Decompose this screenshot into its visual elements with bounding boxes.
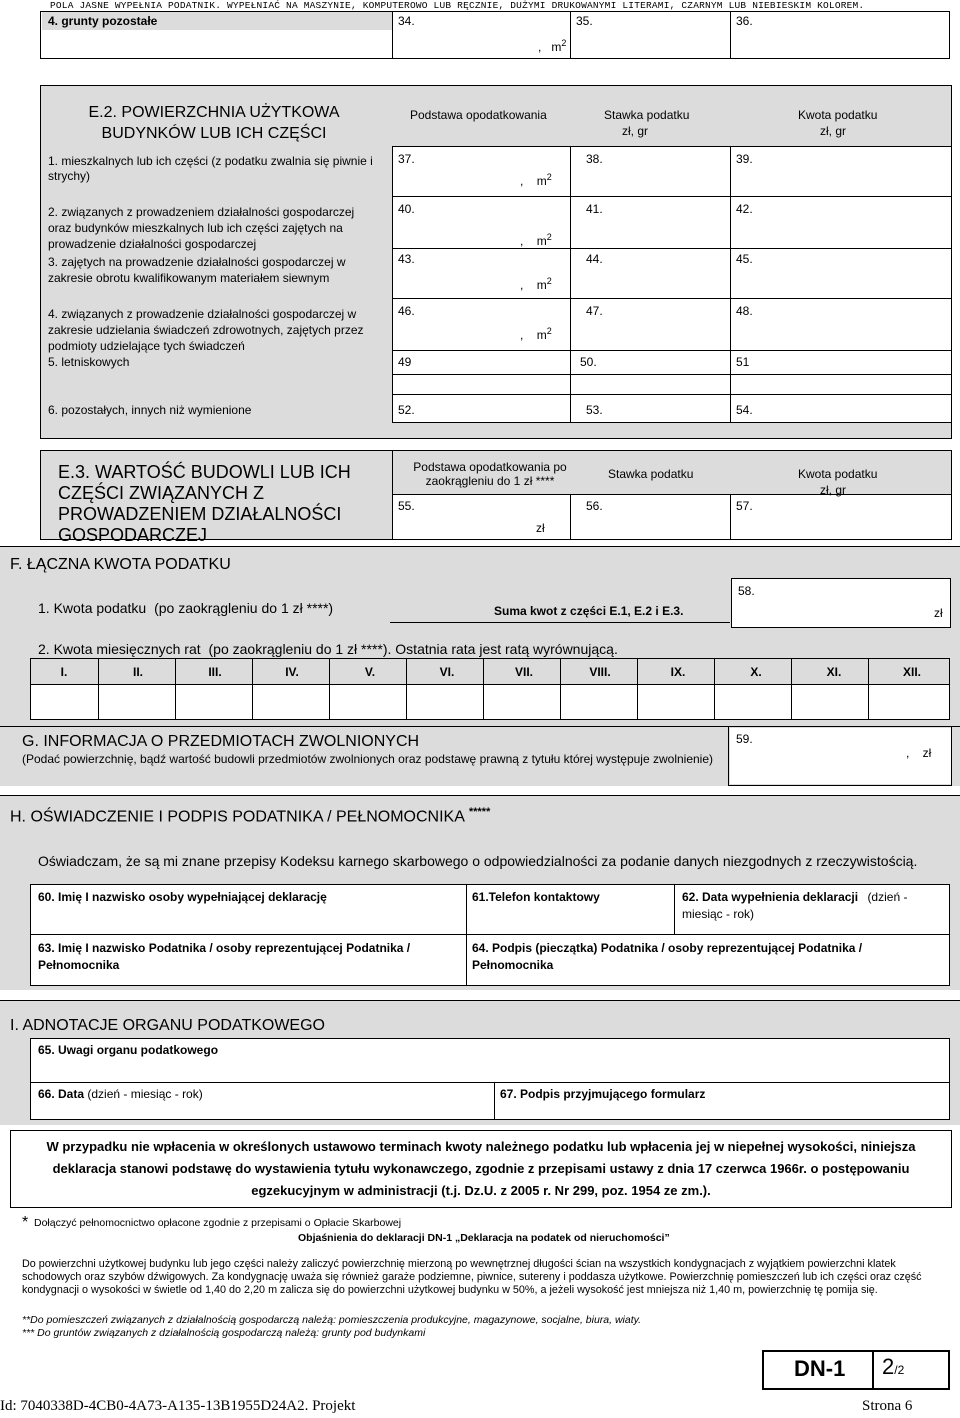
field-66-label <box>38 1086 203 1103</box>
month-label: IV. <box>285 665 299 679</box>
f-months-grid-line <box>406 658 407 720</box>
field-47-number: 47. <box>586 304 603 318</box>
field-66-text: 66. Data <box>38 1087 85 1101</box>
e3-title: E.3. WARTOŚĆ BUDOWLI LUB ICH CZĘŚCI ZWIĄZANYCH Z PROWADZENIEM DZIAŁALNOŚCI GOSPODARCZEJ <box>58 462 351 545</box>
f-item1-label: 1. Kwota podatku <box>38 600 147 616</box>
field-58-unit: zł <box>934 606 943 620</box>
month-label: XI. <box>826 665 842 679</box>
e2-col-rate-unit: zł, gr <box>622 124 649 138</box>
h-statement: Oświadczam, że są mi znane przepisy Kodeksu karnego skarbowego o odpowiedzialności za podanie danych niezgodnych z rzeczywistością. <box>38 853 918 869</box>
month-label: IX. <box>670 665 686 679</box>
e2-grid-line <box>392 146 952 147</box>
field-56-number: 56. <box>586 499 603 513</box>
f-item2-label: 2. Kwota miesięcznych rat <box>38 641 201 657</box>
field-63-label: 63. Imię I nazwisko Podatnika / osoby reprezentującej Podatnika / Pełnomocnika <box>38 941 411 972</box>
g-title: G. INFORMACJA O PRZEDMIOTACH ZWOLNIONYCH <box>22 733 420 750</box>
f-months-grid-line <box>868 658 869 720</box>
g-note: (Podać powierzchnię, bądź wartość budowli przedmiotów zwolnionych oraz podstawę prawną z tytułu której występuje zwolnienie) <box>22 752 714 766</box>
field-55-number: 55. <box>398 499 415 513</box>
field-34-number: 34. <box>398 14 415 28</box>
e2-col-tax-unit: zł, gr <box>820 124 847 138</box>
field-37-number: 37. <box>398 152 415 166</box>
f-months-grid-line <box>252 658 253 720</box>
f-months-grid-line <box>175 658 176 720</box>
f-sum-label: Suma kwot z części E.1, E.2 i E.3. <box>494 604 684 618</box>
e2-row1-label: 1. mieszkalnych lub ich części (z podatku zwalnia się piwnie i strychy) <box>48 154 373 183</box>
field-35-number: 35. <box>576 14 593 28</box>
footnote-1: Dołączyć pełnomocnictwo opłacone zgodnie z przepisami o Opłacie Skarbowej <box>34 1217 402 1229</box>
d-row4-frame <box>40 11 950 59</box>
field-46-number: 46. <box>398 304 415 318</box>
field-62-label <box>682 889 942 923</box>
field-65-label: 65. Uwagi organu podatkowego <box>38 1043 219 1057</box>
h-title <box>10 806 490 826</box>
month-label: VIII. <box>589 665 611 679</box>
explain-body: Do powierzchni użytkowej budynku lub jego części należy zaliczyć powierzchnię mierzoną po wewnętrznej długości ścian na wszystkich kondygnacjach z wyjątkiem powierzchni klatek schodowych oraz szybów dźwigowych. Za kondygnację uważa się również garaże podziemne, piwnice, sutereny i poddasza użytkowe. Powierzchnię pomieszczeń lub ich części oraz część kondygnacji o wysokości w świetle od 1,40 do 2,20 m zalicza się do powierzchni użytkowej budynku w 50%, a jeżeli wysokość jest mniejsza niż 1,40 m, powierzchnię tę pomija się. <box>22 1258 922 1296</box>
e3-grid-line <box>730 494 731 540</box>
month-label: VII. <box>514 665 533 679</box>
e2-row2-label: 2. związanych z prowadzeniem działalności gospodarczej oraz budynków mieszkalnych lub ich części zajętych na prowadzenie działalności gospodarczej <box>48 205 355 251</box>
month-label: VI. <box>439 665 455 679</box>
e2-grid-line <box>392 350 952 351</box>
f-item2-note: (po zaokrągleniu do 1 zł ****). Ostatnia rata jest ratą wyrównującą. <box>208 641 618 657</box>
i-grid-line <box>494 1082 495 1120</box>
form-code: DN-1 <box>794 1356 846 1381</box>
f-months-grid-line <box>714 658 715 720</box>
d-row4-label: 4. grunty pozostałe <box>48 14 158 28</box>
field-61-label: 61.Telefon kontaktowy <box>472 890 600 904</box>
f-months-grid-line <box>560 658 561 720</box>
field-58-box <box>731 578 951 628</box>
field-46-unit: , $m^2$ <box>520 326 552 342</box>
field-42-number: 42. <box>736 202 753 216</box>
form-page <box>882 1354 904 1380</box>
i-border-line <box>0 1000 960 1001</box>
field-34-unit: , $m^2$ <box>538 38 567 54</box>
f-item1 <box>38 600 333 616</box>
e3-col-rate: Stawka podatku <box>608 467 694 481</box>
i-grid-line <box>30 1082 950 1083</box>
form-page-current: 2 <box>882 1354 895 1379</box>
h-title-text: H. OŚWIADCZENIE I PODPIS PODATNIKA / PEŁNOMOCNIKA <box>10 808 465 826</box>
e3-col-tax: Kwota podatku <box>798 467 878 481</box>
e2-grid-line <box>392 146 393 422</box>
field-57-number: 57. <box>736 499 753 513</box>
field-62-note: (dzień - miesiąc - rok) <box>682 890 908 921</box>
field-38-number: 38. <box>586 152 603 166</box>
e2-col-rate: Stawka podatku <box>604 108 690 122</box>
h-grid-line <box>674 884 675 934</box>
field-59-number: 59. <box>736 732 753 746</box>
field-60-label: 60. Imię I nazwisko osoby wypełniającej deklarację <box>38 890 327 904</box>
e3-col-tax-unit: zł, gr <box>820 483 847 497</box>
field-53-number: 53. <box>586 403 603 417</box>
e2-grid-line <box>730 146 731 422</box>
document-id: Id: 7040338D-4CB0-4A73-A135-13B1955D24A2. Projekt <box>0 1398 356 1414</box>
e2-grid-line <box>392 298 952 299</box>
f-months-grid-line <box>483 658 484 720</box>
f-border-line <box>0 546 960 547</box>
month-label: II. <box>132 665 143 679</box>
field-43-unit: , $m^2$ <box>520 276 552 292</box>
form-id-divider <box>872 1350 874 1390</box>
field-44-number: 44. <box>586 252 603 266</box>
month-label: I. <box>60 665 68 679</box>
warning-text: W przypadku nie wpłacenia w określonych ustawowo terminach kwoty należnego podatku lub wpłacenia jej w niepełnej wysokości, niniejsza deklaracja stanowi podstawę do wystawienia tytułu wykonawczego, zgodnie z przepisami ustawy z dnia 17 czerwca 1966r. o postępowaniu egzekucyjnym w administracji (t.j. Dz.U. z 2005 r. Nr 299, poz. 1954 ze zm.). <box>46 1139 916 1198</box>
explain-title: Objaśnienia do deklaracji DN-1 „Deklaracja na podatek od nieruchomości” <box>298 1232 670 1244</box>
e2-row4-label: 4. związanych z prowadzenie działalności gospodarczej w zakresie udzielania świadczeń zdrowotnych, zajętych przez podmioty udzielające tych świadczeń <box>48 307 364 353</box>
field-67-label: 67. Podpis przyjmującego formularz <box>500 1087 706 1101</box>
field-59-unit: , zł <box>906 746 932 760</box>
f-months-grid-line <box>791 658 792 720</box>
e3-grid-line <box>392 494 952 495</box>
e3-grid-line <box>392 450 393 540</box>
e2-grid-line <box>570 146 571 422</box>
f-title: F. ŁĄCZNA KWOTA PODATKU <box>10 556 231 573</box>
field-48-number: 48. <box>736 304 753 318</box>
d-row4-divider <box>392 11 393 59</box>
f-item1-note: (po zaokrągleniu do 1 zł ****) <box>154 600 334 616</box>
field-43-number: 43. <box>398 252 415 266</box>
footnote-star: * <box>22 1214 29 1231</box>
h-border-line <box>0 795 960 796</box>
e2-grid-line <box>392 394 952 395</box>
footnote-2: **Do pomieszczeń związanych z działalnością gospodarczą należą: pomieszczenia produkcyjne, magazynowe, socjalne, biura, wiaty. <box>22 1314 642 1326</box>
form-page-total: /2 <box>894 1363 905 1377</box>
e3-col-base: Podstawa opodatkowania po zaokrągleniu do 1 zł **** <box>413 460 567 488</box>
e3-grid-line <box>570 494 571 540</box>
f-months-grid-line <box>329 658 330 720</box>
f-months-grid-line <box>30 684 950 685</box>
field-64-label: 64. Podpis (pieczątka) Podatnika / osoby reprezentującej Podatnika / Pełnomocnika <box>472 941 863 972</box>
field-54-number: 54. <box>736 403 753 417</box>
field-66-note: (dzień - miesiąc - rok) <box>87 1087 203 1101</box>
f-item2 <box>38 641 618 657</box>
e2-grid-line <box>392 248 952 249</box>
h-title-mark: ***** <box>468 806 490 818</box>
e2-grid-line <box>392 196 952 197</box>
field-40-unit: , $m^2$ <box>520 232 552 248</box>
field-39-number: 39. <box>736 152 753 166</box>
month-label: XII. <box>902 665 921 679</box>
field-50-number: 50. <box>580 355 597 369</box>
h-grid-line <box>30 934 950 935</box>
e2-grid-line <box>392 422 952 423</box>
field-55-unit: zł <box>536 521 545 535</box>
e2-row6-label: 6. pozostałych, innych niż wymienione <box>48 403 252 417</box>
field-45-number: 45. <box>736 252 753 266</box>
h-grid-line <box>466 884 467 986</box>
month-label: X. <box>750 665 762 679</box>
field-41-number: 41. <box>586 202 603 216</box>
f-item1-underline <box>390 622 730 623</box>
form-id-box <box>762 1350 950 1390</box>
field-36-number: 36. <box>736 14 753 28</box>
e2-grid-line <box>392 374 952 375</box>
d-row4-divider <box>730 11 731 59</box>
e2-title: E.2. POWIERZCHNIA UŻYTKOWA BUDYNKÓW LUB ICH CZĘŚCI <box>88 104 340 142</box>
f-months-grid-line <box>98 658 99 720</box>
page-number: Strona 6 <box>862 1398 913 1414</box>
field-40-number: 40. <box>398 202 415 216</box>
e2-col-base: Podstawa opodatkowania <box>410 108 547 122</box>
field-37-unit: , $m^2$ <box>520 172 552 188</box>
e2-col-tax: Kwota podatku <box>798 108 878 122</box>
e2-row5-label: 5. letniskowych <box>48 355 130 369</box>
f-months-grid-line <box>637 658 638 720</box>
field-58-number: 58. <box>738 584 755 598</box>
month-label: V. <box>364 665 376 679</box>
header-banner: POLA JASNE WYPEŁNIA PODATNIK. WYPEŁNIAĆ NA MASZYNIE, KOMPUTEROWO LUB RĘCZNIE, DUŻYMI DRUKOWANYMI LITERAMI, CZARNYM LUB NIEBIESKIM KOLOREM. <box>50 0 865 11</box>
footnote-3: *** Do gruntów związanych z działalnością gospodarczą należą: grunty pod budynkami <box>22 1327 426 1339</box>
f-months-frame <box>30 658 950 720</box>
i-title: I. ADNOTACJE ORGANU PODATKOWEGO <box>10 1017 325 1034</box>
field-52-number: 52. <box>398 403 415 417</box>
e2-row3-label: 3. zajętych na prowadzenie działalności gospodarczej w zakresie obrotu kwalifikowanym materiałem siewnym <box>48 255 346 285</box>
field-51-number: 51 <box>736 355 750 369</box>
month-label: III. <box>208 665 222 679</box>
d-row4-divider <box>570 11 571 59</box>
field-49-number: 49 <box>398 355 412 369</box>
field-62-text: 62. Data wypełnienia deklaracji <box>682 890 859 904</box>
